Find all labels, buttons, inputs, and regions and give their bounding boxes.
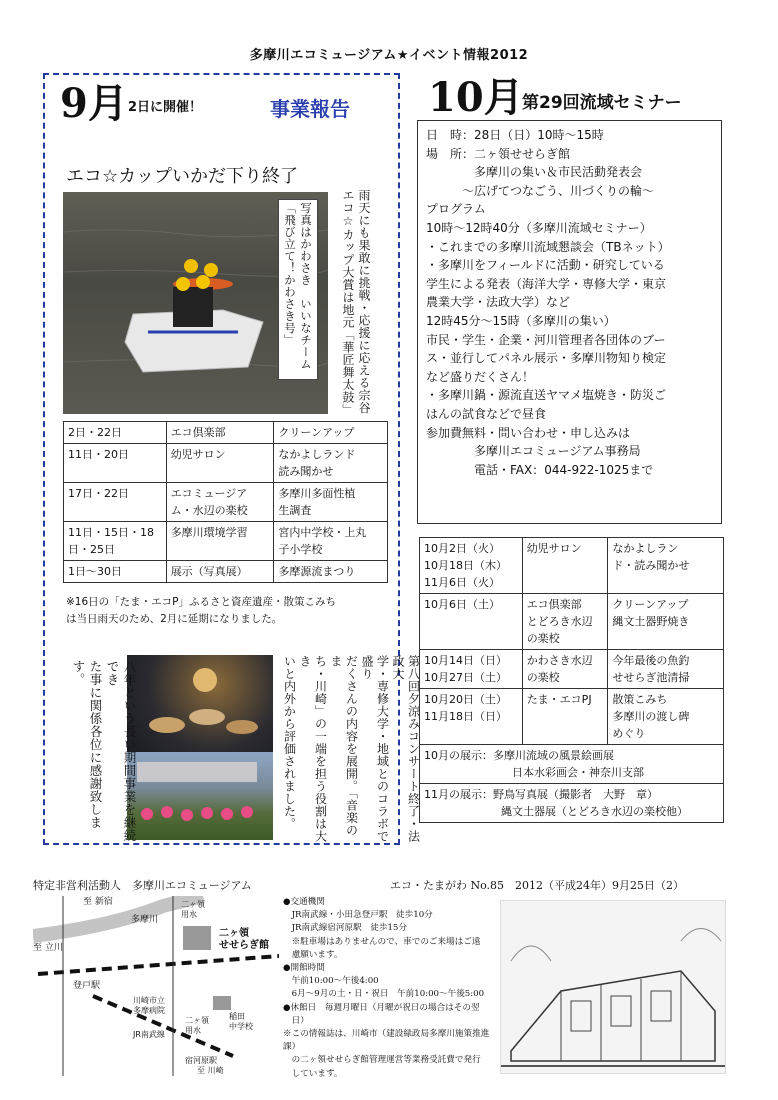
schedule-date: 11日・20日 <box>64 444 167 483</box>
map-label: 宿河原駅 <box>185 1056 217 1065</box>
organization-name: 特定非営利活動人 多摩川エコミュージアム <box>33 879 252 892</box>
exhibit-line: 日本水彩画会・神奈川支部 <box>424 766 644 779</box>
issue-info: エコ・たまがわ No.85 2012（平成24年）9月25日（2） <box>390 879 685 892</box>
seminar-details <box>417 120 722 524</box>
dance-photo <box>127 752 273 840</box>
access-line: 慮願います。 <box>283 949 343 960</box>
schedule-event: 展示（写真展） <box>166 561 274 583</box>
seminar-line: 多摩川の集い＆市民活動発表会 <box>426 165 643 180</box>
schedule-date: 1日〜30日 <box>64 561 167 583</box>
schedule-detail: なかよしランド 読み聞かせ <box>274 444 388 483</box>
report-title: 事業報告 <box>270 97 350 121</box>
thanks-line: 八年という長い期間事業を継続でき <box>105 660 137 842</box>
access-line: の二ヶ領せせらぎ館管理運営等業務受託費で発行 <box>283 1055 481 1066</box>
schedule-detail: 今年最後の魚釣 せせらぎ池清掃 <box>608 650 724 689</box>
map-label: 川崎市立 多摩病院 <box>133 996 165 1015</box>
map-label: 至 新宿 <box>83 897 113 907</box>
seminar-line: 〜広げてつなごう、川づくりの輪〜 <box>426 183 655 198</box>
table-row <box>64 483 388 522</box>
photo-caption <box>278 199 318 380</box>
schedule-event: エコミュージア ム・水辺の楽校 <box>166 483 274 522</box>
seminar-line: 10時〜12時40分（多摩川流域セミナー） <box>426 220 652 235</box>
table-row <box>64 522 388 561</box>
photo-caption-line: 写真はかわさき いいなチーム <box>299 202 313 370</box>
access-line: ※駐車場はありませんので、車でのご来場はご遠 <box>283 936 481 947</box>
september-subtitle: 2日に開催！ <box>128 100 203 115</box>
thanks-message <box>70 660 138 845</box>
access-info <box>283 896 498 1081</box>
access-line: ●開館時間 <box>283 963 325 974</box>
seminar-title: 第29回流域セミナー <box>522 93 682 113</box>
schedule-detail: 散策こみち 多摩川の渡し碑 めぐり <box>608 689 724 745</box>
seminar-line: 参加費無料・問い合わせ・申し込みは <box>426 425 631 440</box>
seminar-line: 多摩川エコミュージアム事務局 <box>426 444 641 459</box>
access-line: JR南武線・小田急登戸駅 徒歩10分 <box>283 910 433 921</box>
seminar-lines <box>418 121 721 479</box>
access-line: ※この情報誌は、川崎市（建設緑政局多摩川施策推進課） <box>283 1029 490 1053</box>
seminar-line: プログラム <box>426 202 486 217</box>
schedule-detail: クリーンアップ <box>274 422 388 444</box>
raft-description <box>340 189 372 414</box>
table-row <box>420 538 724 594</box>
map-label: 登戸駅 <box>73 981 101 991</box>
access-line: ●休館日 毎週月曜日（月曜が祝日の場合はその翌 <box>283 1002 480 1013</box>
schedule-date: 11日・15日・18 日・25日 <box>64 522 167 561</box>
access-line: JR南武線宿河原駅 徒歩15分 <box>283 923 407 934</box>
map-label: 二ヶ領 用水 <box>181 900 205 919</box>
raft-description-line: エコ☆カップ大賞は地元「華匠舞太鼓」 <box>341 189 355 416</box>
concert-line: 第八回夕涼みコンサート終了・法政大 <box>391 655 421 843</box>
schedule-detail: 多摩川多面性植 生調査 <box>274 483 388 522</box>
exhibit-line: 10月の展示：多摩川流域の風景絵画展 <box>424 749 614 762</box>
seminar-line: 場 所：二ヶ領せせらぎ館 <box>426 146 571 161</box>
concert-line: ち・川崎」の一端を担う役割は大き <box>298 655 328 843</box>
schedule-date: 17日・22日 <box>64 483 167 522</box>
access-line: ●交通機関 <box>283 897 325 907</box>
concert-line: だくさんの内容を展開。「音楽のま <box>329 655 359 837</box>
building-sketch <box>500 900 726 1074</box>
access-line: 日） <box>283 1015 309 1026</box>
map-label: 至 立川 <box>33 943 63 953</box>
building-illustration <box>501 901 725 1073</box>
newsletter-header: 多摩川エコミュージアム★イベント情報2012 <box>249 48 529 63</box>
table-row <box>420 784 724 823</box>
exhibit-october <box>420 745 724 784</box>
seminar-line: ・これまでの多摩川流域懇談会（TBネット） <box>426 239 670 254</box>
schedule-detail: 多摩源流まつり <box>274 561 388 583</box>
table-row <box>420 745 724 784</box>
schedule-event: 多摩川環境学習 <box>166 522 274 561</box>
seminar-line: 市民・学生・企業・河川管理者各団体のブー <box>426 332 666 347</box>
seminar-line: 電話・FAX：044-922-1025まで <box>426 462 654 477</box>
schedule-event: 幼児サロン <box>166 444 274 483</box>
seminar-line: 日 時：28日（日）10時〜15時 <box>426 128 604 142</box>
seminar-line: など盛りだくさん！ <box>426 369 535 384</box>
schedule-date: 10月2日（火） 10月18日（木） 11月6日（火） <box>420 538 523 594</box>
schedule-event: たま・エコPJ <box>522 689 608 745</box>
map-label: 多摩川 <box>131 915 159 925</box>
table-row <box>64 561 388 583</box>
schedule-date: 2日・22日 <box>64 422 167 444</box>
seminar-line: 学生による発表（海洋大学・専修大学・東京 <box>426 276 667 291</box>
postponement-note: ※16日の「たま・エコP」ふるさと資産遺産・散策こみち は当日雨天のため、2月に延期になりました。 <box>66 596 336 625</box>
photo-caption-line: 「飛び立て！かわさき号」 <box>283 202 297 346</box>
raft-description-line: 雨天にも果敢に挑戦・応援に応える宗谷 <box>357 189 371 414</box>
concert-line: 学・専修大学・地域とのコラボで盛り <box>360 655 390 843</box>
schedule-date: 10月6日（土） <box>420 594 523 650</box>
schedule-detail: なかよしラン ド・読み聞かせ <box>608 538 724 594</box>
seminar-line: ・多摩川をフィールドに活動・研究している <box>426 258 665 273</box>
table-row <box>420 650 724 689</box>
schedule-date: 10月14日（日） 10月27日（土） <box>420 650 523 689</box>
table-row <box>64 444 388 483</box>
september-month: 9月 <box>60 80 128 127</box>
exhibit-line: 11月の展示：野鳥写真展（撮影者 大野 章） <box>424 788 658 801</box>
seminar-line: 12時45分〜15時（多摩川の集い） <box>426 313 616 328</box>
access-map <box>33 896 279 1076</box>
september-schedule-table <box>63 421 388 583</box>
map-label: 二ヶ領 せせらぎ館 <box>219 928 269 951</box>
seminar-line: ス・並行してパネル展示・多摩川物知り検定 <box>426 351 667 366</box>
schedule-event: エコ倶楽部 とどろき水辺 の楽校 <box>522 594 608 650</box>
map-label: 稲田 中学校 <box>229 1012 253 1031</box>
map-label: JR南武線 <box>133 1030 165 1039</box>
schedule-event: エコ倶楽部 <box>166 422 274 444</box>
access-line: しています。 <box>283 1068 343 1079</box>
map-label: 至 川崎 <box>197 1066 224 1075</box>
thanks-line: た事に関係各位に感謝致します。 <box>71 660 103 829</box>
october-schedule-table <box>419 537 724 823</box>
concert-report <box>281 655 421 845</box>
schedule-event: かわさき水辺 の楽校 <box>522 650 608 689</box>
access-line: 6月〜9月の土・日・祝日 午前10:00〜午後5:00 <box>283 989 485 1000</box>
dance-illustration <box>127 752 273 840</box>
seminar-line: 農業大学・法政大学）など <box>426 295 571 310</box>
event-title: エコ☆カップいかだ下り終了 <box>66 166 298 187</box>
access-line: 午前10:00〜午後4:00 <box>283 976 379 987</box>
table-row <box>420 594 724 650</box>
october-month: 10月 <box>428 74 524 121</box>
concert-line: いと内外から評価されました。 <box>282 655 297 830</box>
seminar-line: はんの試食などで昼食 <box>426 406 547 421</box>
exhibit-line: 縄文土器展（とどろき水辺の楽校他） <box>424 805 688 818</box>
schedule-date: 10月20日（土） 11月18日（日） <box>420 689 523 745</box>
table-row <box>64 422 388 444</box>
exhibit-november <box>420 784 724 823</box>
map-label: 二ヶ領 用水 <box>185 1016 209 1035</box>
steelpan-illustration <box>127 655 273 752</box>
table-row <box>420 689 724 745</box>
schedule-event: 幼児サロン <box>522 538 608 594</box>
seminar-line: ・多摩川鍋・源流直送ヤマメ塩焼き・防災ご <box>426 388 667 403</box>
schedule-detail: 宮内中学校・上丸 子小学校 <box>274 522 388 561</box>
steelpan-photo <box>127 655 273 752</box>
schedule-detail: クリーンアップ 縄文土器野焼き <box>608 594 724 650</box>
